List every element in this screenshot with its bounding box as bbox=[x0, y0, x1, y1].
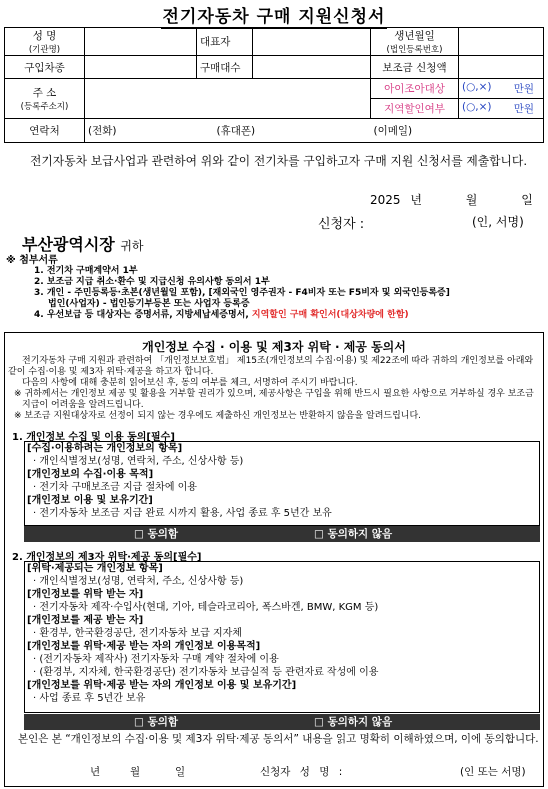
subsidy-label: 보조금 신청액 bbox=[371, 56, 459, 79]
car-type-label: 구입차종 bbox=[5, 56, 85, 79]
rep-label: 대표자 bbox=[197, 28, 253, 56]
attachment-item: 1. 전기차 구매계약서 1부 bbox=[34, 266, 138, 276]
rep-field[interactable] bbox=[253, 28, 371, 56]
birth-field[interactable] bbox=[459, 28, 544, 56]
section2-disagree-checkbox[interactable]: □ 동의하지 않음 bbox=[314, 716, 393, 728]
attachment-item: 4. 우선보급 등 대상자는 증명서류, 지방세납세증명서, 지역할인 구매 확인서(대상차량에 한함) bbox=[34, 310, 409, 320]
applicant-label: 신청자 : bbox=[318, 217, 365, 232]
application-date: 2025 년 월 일 bbox=[370, 193, 533, 207]
consent-intro: 전기자동차 구매 지원과 관련하여 「개인정보보호법」 제15조(개인정보의 수집·이용) 및 제22조에 따라 귀하의 개인정보를 아래와 같이 수집·이용 및 제3자 위탁·제공을 하고자 합니다. 다음의 사항에 대해 충분히 읽어보신 후, 동의 여부를 체크, 서명하여 주시기 바랍니다. ※ 귀하께서는 개인정보 제공 및 활용을 거부할 권리가 있으며, 제공사항은 구입을 위해 반드시 필요한 사항으로 거부하실 경우 보조금 지급이 어려움을 알려드립니다. ※ 보조금 지원대상자로 선정이 되지 않는 경우에도 제출하신 개인정보는 반환하지 않음을 알려드립니다. bbox=[8, 356, 534, 421]
local-field[interactable]: (○,×) 만원 bbox=[459, 99, 544, 119]
intro-text: 전기자동차 보급사업과 관련하여 위와 같이 전기차를 구입하고자 구매 지원 신청서를 제출합니다. bbox=[30, 154, 528, 168]
section1-disagree-checkbox[interactable]: □ 동의하지 않음 bbox=[314, 528, 393, 540]
consent-footer: 본인은 본 “개인정보의 수집·이용 및 제3자 위탁·제공 동의서” 내용을 읽고 명확히 이해하였으며, 이에 동의합니다. bbox=[18, 733, 539, 745]
child-label: 아이조아대상 bbox=[371, 79, 459, 99]
section1-agree-checkbox[interactable]: □ 동의함 bbox=[134, 528, 179, 540]
phone-field[interactable]: (전화) bbox=[85, 119, 197, 143]
name-field[interactable] bbox=[85, 28, 197, 56]
consent-title: 개인정보 수집 · 이용 및 제3자 위탁 · 제공 동의서 bbox=[142, 340, 406, 354]
local-label: 지역할인여부 bbox=[371, 99, 459, 119]
address-label-cell: 주 소 (등록주소지) bbox=[5, 79, 85, 119]
section2-agree-checkbox[interactable]: □ 동의함 bbox=[134, 716, 179, 728]
subsidy-field[interactable] bbox=[459, 56, 544, 79]
application-table bbox=[4, 27, 544, 143]
address-field[interactable] bbox=[85, 79, 371, 119]
applicant-seal: (인, 서명) bbox=[472, 215, 524, 229]
section1-agree-bar bbox=[24, 526, 540, 542]
attachments-list bbox=[6, 255, 450, 321]
attachment-item: 3. 개인 - 주민등록등·초본(생년월일 포함), [재외국인 영주권자 - F4비자 또는 F5비자 및 외국인등록증] bbox=[34, 288, 450, 298]
attachment-item: 법인(사업자) - 법인등기부등본 또는 사업자 등록증 bbox=[48, 299, 250, 309]
attachment-item: 2. 보조금 지급 취소·환수 및 지급신청 유의사항 동의서 1부 bbox=[34, 277, 270, 287]
car-type-field[interactable] bbox=[85, 56, 197, 79]
name-label-cell: 성 명 (기관명) bbox=[5, 28, 85, 56]
child-field[interactable]: (○,×) 만원 bbox=[459, 79, 544, 99]
section1-box: [수집·이용하려는 개인정보의 항목] · 개인식별정보(성명, 연락처, 주소, 신상사항 등) [개인정보의 수집·이용 목적] · 전기차 구매보조금 지급 절차에 이용 [개인정보 이용 및 보유기간] · 전기자동차 보조금 지급 완료 시까지 활용, 사업 종료 후 5년간 보유 bbox=[24, 441, 540, 526]
car-count-label: 구매대수 bbox=[197, 56, 253, 79]
section1-title: 1. 개인정보 수집 및 이용 동의[필수] bbox=[12, 432, 175, 443]
form-title: 전기자동차 구매 지원신청서 bbox=[162, 7, 386, 27]
mobile-field[interactable]: (휴대폰) bbox=[197, 119, 371, 143]
recipient: 부산광역시장 귀하 bbox=[22, 235, 144, 254]
contact-label: 연락처 bbox=[5, 119, 85, 143]
section2-box: [위탁·제공되는 개인정보 항목] · 개인식별정보(성명, 연락처, 주소, 신상사항 등) [개인정보를 위탁 받는 자] · 전기자동차 제작·수입사(현대, 기아, 테슬라코리아, 폭스바겐, BMW, KGM 등) [개인정보를 제공 받는 자] · 환경부, 한국환경공단, 전기자동차 보급 지자체 [개인정보를 위탁·제공 받는 자의 개인정보 이용목적] · (전기자동차 제작사) 전기자동차 구매 계약 절차에 이용 · (환경부, 지자체, 한국환경공단) 전기자동차 보급실적 등 관련자료 작성에 이용 [개인정보를 위탁·제공 받는 자의 개인정보 이용 및 보유기간] · 사업 종료 후 5년간 보유 bbox=[24, 561, 540, 713]
car-count-field[interactable] bbox=[253, 56, 371, 79]
attachments-header: ※ 첨부서류 bbox=[6, 255, 58, 266]
section2-agree-bar bbox=[24, 714, 540, 730]
section2-title: 2. 개인정보의 제3자 위탁·제공 동의[필수] bbox=[12, 552, 202, 563]
birth-label-cell: 생년월일 (법인등록번호) bbox=[371, 28, 459, 56]
email-field[interactable]: (이메일) bbox=[371, 119, 544, 143]
